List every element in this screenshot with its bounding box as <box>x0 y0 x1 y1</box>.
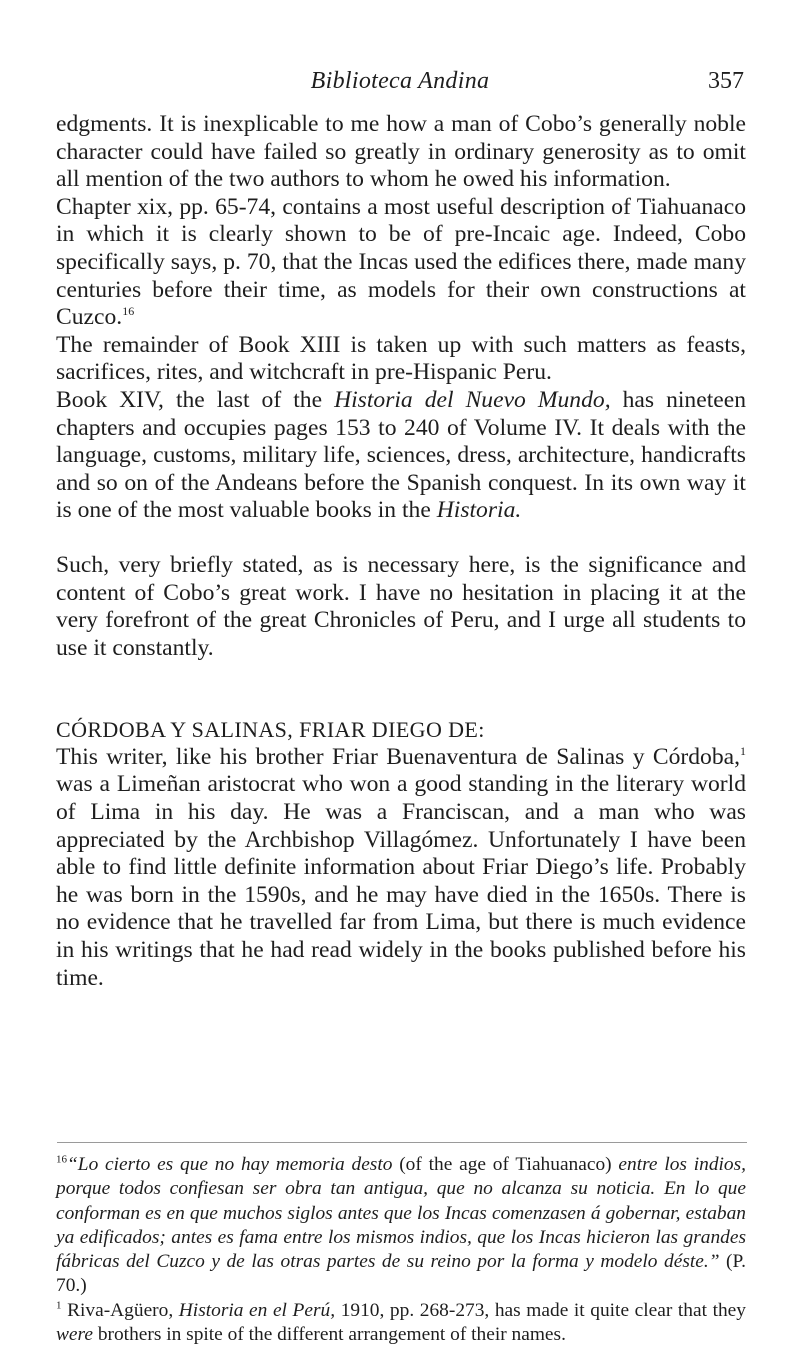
paragraph-1 <box>56 111 746 194</box>
paragraph-6-text-a: This writer, like his brother Friar Buenaventura de Salinas y Córdoba, <box>56 743 740 770</box>
paragraph-4-text-a: Book XIV, the last of the <box>56 386 335 413</box>
footnote-ref-1: 1 <box>740 744 746 759</box>
footnote-1-text-a: Riva-Agüero, <box>61 1299 179 1321</box>
footnote-1-mark: 1 <box>56 1299 62 1312</box>
footnote-16-page: (P. 70.) <box>56 1251 746 1297</box>
paragraph-1-text: edgments. It is inexplicable to me how a man of Cobo’s generally noble character could have failed so greatly in ordinary generosity as to omit all mention of the two authors to whom he owed his information. <box>56 111 746 193</box>
paragraph-2-text: Chapter xix, pp. 65-74, contains a most useful description of Tiahuanaco in which it is clearly shown to be of pre-Incaic age. Indeed, Cobo specifically says, p. 70, that the Incas used the edifices there, made many centuries before their time, as models for their own constructions at Cuzco. <box>56 193 746 331</box>
footnote-1-text-b: 1910, pp. 268-273, has made it quite clear that they <box>335 1299 746 1321</box>
paragraph-3-text: The remainder of Book XIII is taken up with such matters as feasts, sacrifices, rites, and witchcraft in pre-Hispanic Peru. <box>56 331 746 386</box>
work-title-short: Historia. <box>436 497 522 524</box>
footnote-16 <box>56 1153 746 1299</box>
body-text <box>56 111 746 992</box>
paragraph-2 <box>56 194 746 332</box>
page-header <box>56 68 744 96</box>
footnote-1-text-c: brothers in spite of the different arrangement of their names. <box>92 1324 566 1346</box>
page-number: 357 <box>708 68 744 94</box>
paragraph-5-text: Such, very briefly stated, as is necessary here, is the significance and content of Cobo’s great work. I have no hesitation in placing it at the very forefront of the great Chronicles of Peru, and I urge all students to use it constantly. <box>56 551 746 661</box>
footnote-rule <box>57 1142 747 1143</box>
section-heading: CÓRDOBA Y SALINAS, FRIAR DIEGO DE: <box>56 717 485 743</box>
footnote-16-quote-a: “Lo cierto es que no hay memoria desto <box>67 1154 393 1175</box>
footnote-1 <box>56 1299 746 1347</box>
footnote-1-title: Historia en el Perú, <box>178 1299 336 1321</box>
footnote-16-quote-b: entre los indios, porque todos confiesan ser obra tan antigua, que no alcanza su noticia. En lo que conforman es en que muchos siglos antes que los Incas comenzasen á gobernar, estaban ya edificados; antes es fama entre los mismos indios, que los Incas hicieron las grandes fábricas del Cuzco y de las otras partes de su reino por la forma y modelo déste.” <box>56 1154 746 1273</box>
paragraph-4 <box>56 387 746 525</box>
footnote-ref-16: 16 <box>122 304 135 319</box>
footnote-1-emphasis: were <box>56 1324 93 1346</box>
paragraph-5 <box>56 552 746 662</box>
footnote-16-aside: (of the age of Tiahuanaco) <box>392 1154 619 1175</box>
paragraph-3 <box>56 332 746 387</box>
running-title: Biblioteca Andina <box>310 68 490 94</box>
paragraph-4-text-b: has nineteen chapters and occupies pages 153 to 240 of Volume IV. It deals with the language, customs, military life, sciences, dress, architecture, handicrafts and so on of the Andeans before the Spanish conquest. In its own way it is one of the most valuable books in the <box>56 386 747 524</box>
paragraph-6-text-b: was a Limeñan aristocrat who won a good standing in the literary world of Lima in his day. He was a Franciscan, and a man who was appreciated by the Archbishop Villagómez. Unfortunately I have been able to find little definite information about Friar Diego’s life. Probably he was born in the 1590s, and he may have died in the 1650s. There is no evidence that he travelled far from Lima, but there is much evidence in his writings that he had read widely in the books published before his time. <box>56 771 746 991</box>
paragraph-6 <box>56 744 746 992</box>
footnote-16-mark: 16 <box>56 1153 67 1166</box>
footnotes <box>56 1153 746 1347</box>
work-title: Historia del Nuevo Mundo, <box>334 386 611 413</box>
